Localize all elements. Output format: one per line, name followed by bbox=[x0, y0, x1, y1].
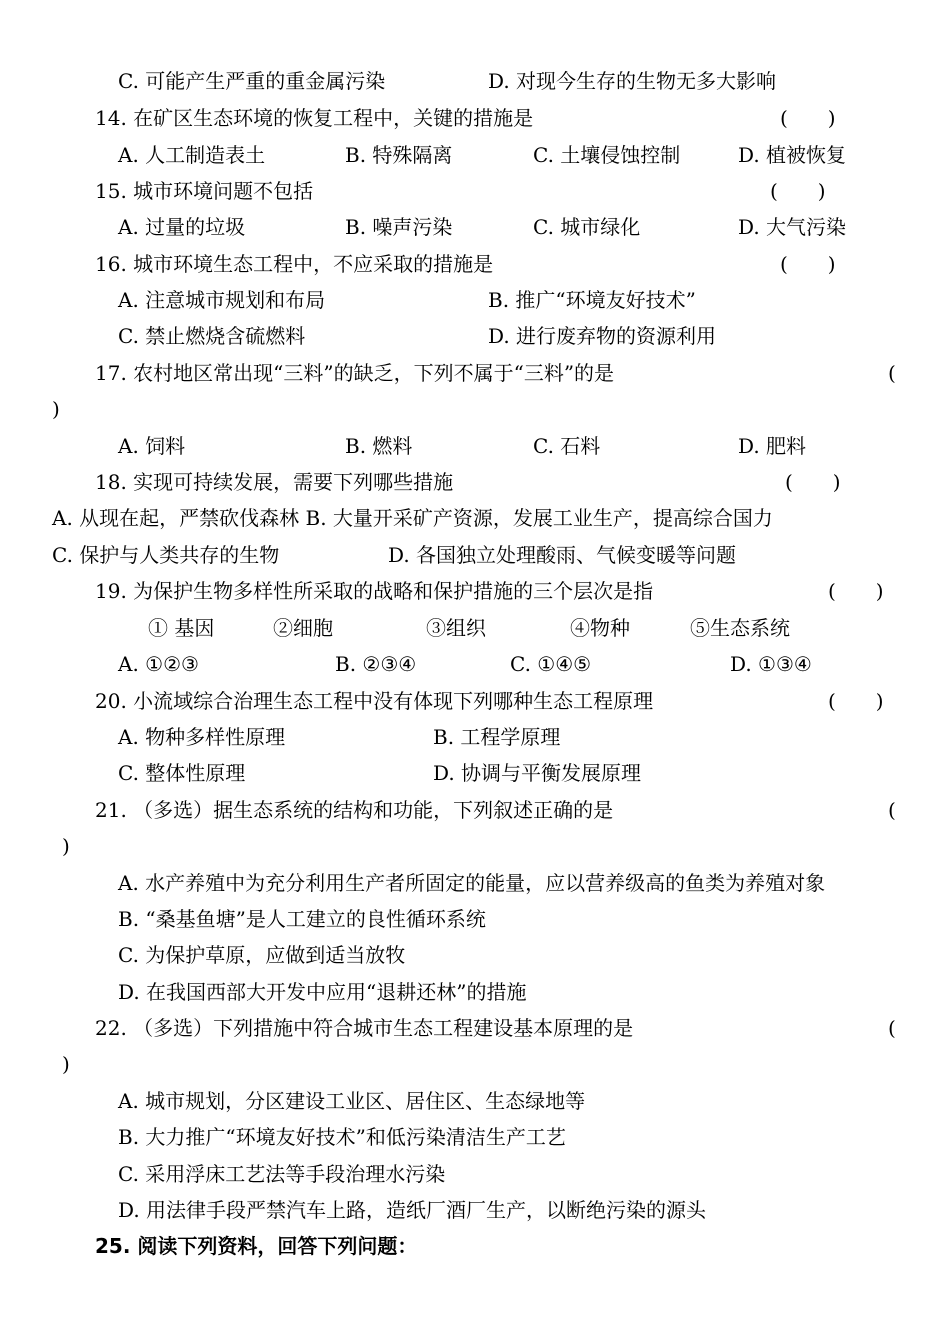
q18-answer-paren: ( ) bbox=[785, 470, 841, 494]
q21-option-c: C. 为保护草原，应做到适当放牧 bbox=[118, 943, 406, 967]
q15-option-c: C. 城市绿化 bbox=[533, 215, 641, 239]
q17-paren-open: ( bbox=[888, 361, 896, 385]
q16-option-c: C. 禁止燃烧含硫燃料 bbox=[118, 324, 306, 348]
q21-paren-open: ( bbox=[888, 798, 896, 822]
q21-stem: 21. （多选）据生态系统的结构和功能，下列叙述正确的是 bbox=[95, 798, 614, 822]
q15-answer-paren: ( ) bbox=[770, 179, 826, 203]
q22-stem: 22. （多选）下列措施中符合城市生态工程建设基本原理的是 bbox=[95, 1016, 634, 1040]
q15-stem: 15. 城市环境问题不包括 bbox=[95, 179, 314, 203]
q17-stem: 17. 农村地区常出现“三料”的缺乏，下列不属于“三料”的是 bbox=[95, 361, 615, 385]
q13-option-d: D. 对现今生存的生物无多大影响 bbox=[488, 69, 777, 93]
q14-stem: 14. 在矿区生态环境的恢复工程中，关键的措施是 bbox=[95, 106, 534, 130]
q18-option-c: C. 保护与人类共存的生物 bbox=[52, 543, 280, 567]
q18-option-ab: A. 从现在起，严禁砍伐森林 B. 大量开采矿产资源，发展工业生产，提高综合国力 bbox=[52, 506, 773, 530]
q22-option-c: C. 采用浮床工艺法等手段治理水污染 bbox=[118, 1162, 446, 1186]
q22-paren-close: ) bbox=[62, 1052, 70, 1076]
q17-option-a: A. 饲料 bbox=[118, 434, 186, 458]
q18-option-d: D. 各国独立处理酸雨、气候变暖等问题 bbox=[388, 543, 737, 567]
q21-option-a: A. 水产养殖中为充分利用生产者所固定的能量，应以营养级高的鱼类为养殖对象 bbox=[118, 871, 826, 895]
q20-option-c: C. 整体性原理 bbox=[118, 761, 246, 785]
q17-option-c: C. 石料 bbox=[533, 434, 601, 458]
q17-option-d: D. 肥料 bbox=[738, 434, 807, 458]
q22-paren-open: ( bbox=[888, 1016, 896, 1040]
q22-option-b: B. 大力推广“环境友好技术”和低污染清洁生产工艺 bbox=[118, 1125, 566, 1149]
q19-item-2: ②细胞 bbox=[273, 616, 333, 640]
q14-option-d: D. 植被恢复 bbox=[738, 143, 847, 167]
q19-item-4: ④物种 bbox=[570, 616, 630, 640]
q20-option-b: B. 工程学原理 bbox=[433, 725, 561, 749]
q19-option-a: A. ①②③ bbox=[118, 652, 199, 676]
q16-option-a: A. 注意城市规划和布局 bbox=[118, 288, 326, 312]
q19-option-d: D. ①③④ bbox=[730, 652, 812, 676]
q20-answer-paren: ( ) bbox=[828, 689, 884, 713]
q21-option-d: D. 在我国西部大开发中应用“退耕还林”的措施 bbox=[118, 980, 527, 1004]
q20-option-a: A. 物种多样性原理 bbox=[118, 725, 286, 749]
q16-stem: 16. 城市环境生态工程中，不应采取的措施是 bbox=[95, 252, 494, 276]
q18-stem: 18. 实现可持续发展，需要下列哪些措施 bbox=[95, 470, 454, 494]
q19-item-3: ③组织 bbox=[426, 616, 486, 640]
q25-stem: 25. 阅读下列资料，回答下列问题： bbox=[95, 1234, 418, 1258]
q14-option-c: C. 土壤侵蚀控制 bbox=[533, 143, 681, 167]
q22-option-a: A. 城市规划，分区建设工业区、居住区、生态绿地等 bbox=[118, 1089, 586, 1113]
q19-option-c: C. ①④⑤ bbox=[510, 652, 592, 676]
q21-option-b: B. “桑基鱼塘”是人工建立的良性循环系统 bbox=[118, 907, 486, 931]
q13-option-c: C. 可能产生严重的重金属污染 bbox=[118, 69, 386, 93]
q16-option-b: B. 推广“环境友好技术” bbox=[488, 288, 696, 312]
q19-answer-paren: ( ) bbox=[828, 579, 884, 603]
q14-answer-paren: ( ) bbox=[780, 106, 836, 130]
q21-paren-close: ) bbox=[62, 834, 70, 858]
q20-option-d: D. 协调与平衡发展原理 bbox=[433, 761, 642, 785]
q19-option-b: B. ②③④ bbox=[335, 652, 417, 676]
q19-item-1: ① 基因 bbox=[148, 616, 215, 640]
q14-option-b: B. 特殊隔离 bbox=[345, 143, 453, 167]
q16-option-d: D. 进行废弃物的资源利用 bbox=[488, 324, 717, 348]
q14-option-a: A. 人工制造表土 bbox=[118, 143, 266, 167]
q19-stem: 19. 为保护生物多样性所采取的战略和保护措施的三个层次是指 bbox=[95, 579, 654, 603]
q22-option-d: D. 用法律手段严禁汽车上路，造纸厂酒厂生产，以断绝污染的源头 bbox=[118, 1198, 707, 1222]
q15-option-b: B. 噪声污染 bbox=[345, 215, 453, 239]
q17-option-b: B. 燃料 bbox=[345, 434, 413, 458]
q15-option-a: A. 过量的垃圾 bbox=[118, 215, 246, 239]
q20-stem: 20. 小流域综合治理生态工程中没有体现下列哪种生态工程原理 bbox=[95, 689, 654, 713]
q19-item-5: ⑤生态系统 bbox=[690, 616, 790, 640]
q16-answer-paren: ( ) bbox=[780, 252, 836, 276]
q17-paren-close: ) bbox=[52, 397, 60, 421]
q15-option-d: D. 大气污染 bbox=[738, 215, 847, 239]
